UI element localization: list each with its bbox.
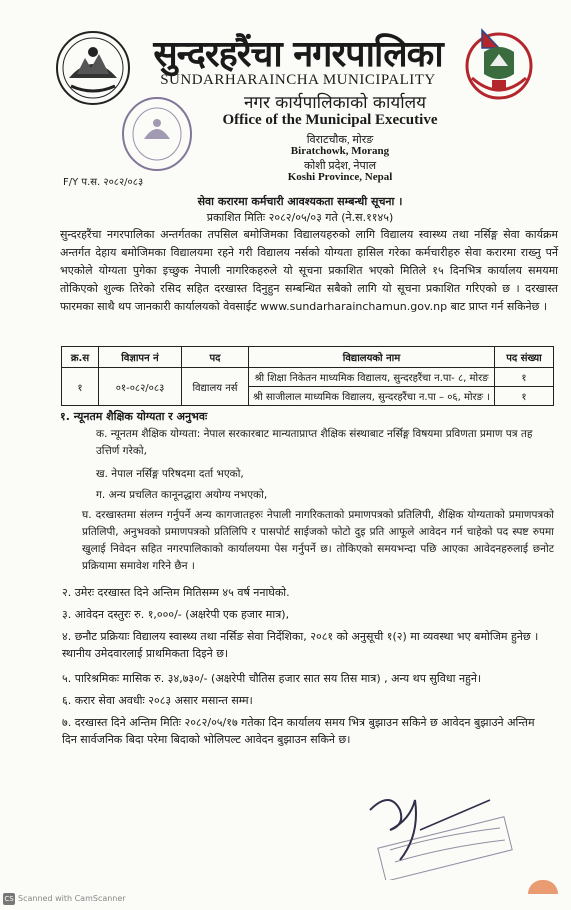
municipality-name-nepali: सुन्दरहरैंचा नगरपालिका <box>153 33 443 75</box>
col-header-sn: क्र.स <box>62 347 99 368</box>
nepal-emblem <box>462 22 536 104</box>
cell-school: श्री शिक्षा निकेतन माध्यमिक विद्यालय, सुन्दरहरैंचा न.पा- ८, मोरङ <box>249 368 495 387</box>
section-1-item-d: घ. दरखास्तमा संलग्न गर्नुपर्ने अन्य कागजातहरुः नेपाली नागरिकताको प्रमाणपत्रको प्रतिलिपी, शैक्षिक योग्यताको प्रमाणपत्रको प्रतिलिपी, अनुभवको प्रमाणपत्रको प्रतिलिपि र पासपोर्ट साईजको फोटो दुइ प्रति आफूले आवेदन गर्न चाहेको पद स्पष्ट रुपमा खुलाई निवेदन सहित नगरपालिकाको कार्यालयमा पेस गर्नुपर्ने छ। तोकिएको समयभन्दा पछि आएका आवेदनहरुलाई छनोट प्रक्रियामा समावेश गरिने छैन । <box>82 509 554 572</box>
office-stamp <box>118 93 196 175</box>
address-english-1: Biratchowk, Morang <box>290 145 390 157</box>
office-name-english: Office of the Municipal Executive <box>222 112 438 128</box>
section-6-duration: ६. करार सेवा अवधीः २०८३ असार मसान्त सम्म। <box>62 694 253 707</box>
col-header-count: पद संख्या <box>495 347 554 368</box>
table-row <box>62 368 554 387</box>
camscanner-badge: CS <box>4 895 14 903</box>
table-header-row <box>62 347 554 368</box>
camscanner-corner-mark <box>528 880 558 894</box>
section-7-deadline: ७. दरखास्त दिने अन्तिम मितिः २०८२/०५/१७ गतेका दिन कार्यालय समय भित्र बुझाउन सकिने छ आवेदन बुझाउने अन्तिम दिन सार्वजनिक बिदा परेमा बिदाको भोलिपल्ट आवेदन बुझाउन सकिने छ। <box>62 716 535 746</box>
address-nepali-1: विराटचौक, मोरङ <box>306 134 374 146</box>
cell-ad-no: ०१-०८२/०८३ <box>99 368 182 406</box>
section-5-salary: ५. पारिश्रमिकः मासिक रु. ३४,७३०/- (अक्षरेपी चौतिस हजार सात सय तिस मात्र) , अन्य थप सुविधा नहुने। <box>62 672 482 685</box>
col-header-ad-no: विज्ञापन नं <box>99 347 182 368</box>
fiscal-year-ref: F/Y प.स. २०८२/०८३ <box>63 177 144 188</box>
col-header-post: पद <box>182 347 249 368</box>
section-4-selection: ४. छनौट प्रक्रियाः विद्यालय स्वास्थ्य तथा नर्सिङ सेवा निर्देशिका, २०८१ को अनुसूची १(२) मा व्यवस्था भए बमोजिम हुनेछ । स्थानीय उमेदवारलाई प्राथमिकता दिइने छ। <box>62 630 539 660</box>
vacancy-table <box>61 346 554 406</box>
publication-date: प्रकाशित मितिः २०८२/०५/०३ गते (ने.स.११४५) <box>206 211 394 224</box>
office-name-nepali: नगर कार्यपालिकाको कार्यालय <box>243 93 427 113</box>
section-1-item-a: क. न्यूनतम शैक्षिक योग्यता: नेपाल सरकारबाट मान्यताप्राप्त शैक्षिक संस्थाबाट नर्सिङ्ग विषयमा प्रविणता प्रमाण पत्र तह उत्तिर्ण गरेको, <box>96 428 533 457</box>
section-1-item-b: ख. नेपाल नर्सिङ्ग परिषदमा दर्ता भएको, <box>96 468 244 480</box>
cell-count: १ <box>495 368 554 387</box>
col-header-school: विद्यालयको नाम <box>249 347 495 368</box>
section-2-age: २. उमेरः दरखास्त दिने अन्तिम मितिसम्म ४५ वर्ष ननाघेको. <box>62 586 290 599</box>
cell-count: १ <box>495 387 554 406</box>
notice-title: सेवा करारमा कर्मचारी आवश्यकता सम्बन्धी सूचना । <box>197 195 403 208</box>
section-3-fee: ३. आवेदन दस्तुरः रु. १,०००/- (अक्षरेपी एक हजार मात्र), <box>62 608 290 621</box>
address-english-2: Koshi Province, Nepal <box>287 171 393 183</box>
cell-post: विद्यालय नर्स <box>182 368 249 406</box>
signature <box>360 780 520 880</box>
camscanner-watermark: Scanned with CamScanner <box>18 894 126 903</box>
cell-school: श्री साजीलाल माध्यमिक विद्यालय, सुन्दरहरैंचा न.पा – ०६, मोरङ । <box>249 387 495 406</box>
section-1-item-c: ग. अन्य प्रचलित कानूनद्धारा अयोग्य नभएको, <box>96 489 268 501</box>
address-nepali-2: कोशी प्रदेश, नेपाल <box>303 160 377 172</box>
cell-sn: १ <box>62 368 99 406</box>
notice-intro: सुन्दरहरैंचा नगरपालिका अन्तर्गतका तपसिल बमोजिमका विद्यालयहरुको लागि विद्यालय स्वास्थ्य तथा नर्सिङ्ग सेवा कार्यक्रम अन्तर्गत देहाय बमोजिमका विद्यालयमा रहने गरी विद्यालय नर्सको योग्यता हासिल गरेका कर्मचारीहरु सेवा करारमा राख्नु पर्ने भएकोले योग्यता पुगेका इच्छुक नेपाली नागरिकहरुले यो सूचना प्रकाशित भएको मितिले १५ दिनभित्र कार्यालय समयमा तोकिएको शुल्क तिरेको रसिद सहित दरखास्त दिनुहुन सम्बन्धित सबैको लागि यो सूचना प्रकाशित गरिएको छ । दरखास्त फारमका साथै थप जानकारी कार्यालयको वेवसाईट www.sundarharainchamun.gov.np बाट प्राप्त गर्न सकिनेछ । <box>60 228 558 313</box>
section-1-title: १. न्यूनतम शैक्षिक योग्यता र अनुभवः <box>60 410 208 423</box>
municipality-name-english: SUNDARHARAINCHA MUNICIPALITY <box>160 72 436 88</box>
